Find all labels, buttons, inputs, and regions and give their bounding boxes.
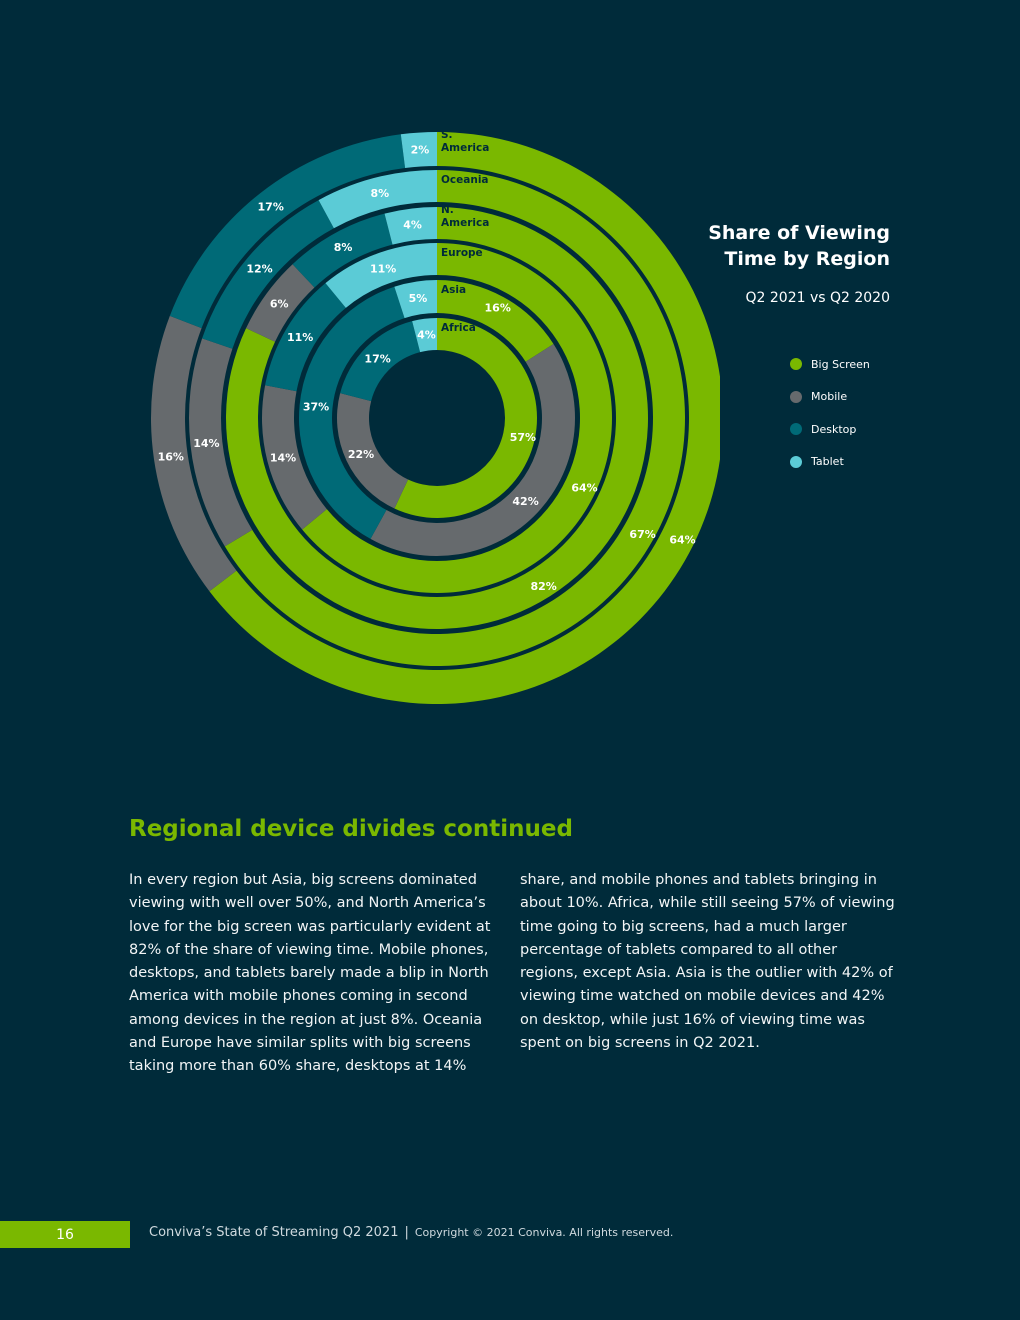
ring-oceania-big-screen-label: 67% [629,527,656,541]
legend-label: Mobile [811,390,848,403]
ring-asia-big-screen-label: 16% [484,301,511,315]
ring-africa-big-screen-label: 57% [509,431,537,445]
ring-s-america-mobile-label: 16% [157,450,184,464]
ring-s-america-desktop-label: 17% [257,200,284,214]
donut-chart [0,0,720,760]
legend-swatch-tablet [790,456,802,468]
ring-n-america-big-screen-label: 82% [530,580,557,594]
ring-region-label-europe: Europe [441,247,483,259]
section-heading: Regional device divides continued [129,816,573,842]
legend-swatch-big-screen [790,358,802,370]
ring-n-america-desktop-label: 8% [333,241,353,255]
ring-europe-tablet-label: 11% [369,262,397,276]
ring-region-label-oceania: Oceania [441,174,489,186]
ring-n-america-tablet-label: 4% [403,218,422,232]
chart-subtitle: Q2 2021 vs Q2 2020 [745,290,890,306]
legend-item-tablet [790,454,870,470]
footer-copyright: Copyright © 2021 Conviva. All rights reserved. [414,1226,674,1239]
body-text-left: In every region but Asia, big screens dominated viewing with well over 50%, and North America’s love for the big screen was particularly evident at 82% of the share of viewing time. Mobile phones, desktops, and tablets barely made a blip in North America with mobile phones coming in second among devices in the region at just 8%. Oceania and Europe have similar splits with big screens taking more than 60% share, desktops at 14% [129,872,491,1075]
chart-legend [790,356,870,486]
ring-africa-tablet-label: 4% [417,328,436,342]
legend-label: Tablet [811,455,844,468]
ring-africa-mobile-label: 22% [347,447,375,461]
body-text-right: share, and mobile phones and tablets bringing in about 10%. Africa, while still seeing 57% of viewing time going to big screens, had a much larger percentage of tablets compared to all other regions, except Asia. Asia is the outlier with 42% of viewing time watched on mobile devices and 42% on desktop, while just 16% of viewing time was spent on big screens in Q2 2021. [520,872,895,1052]
ring-oceania-tablet-label: 8% [370,187,390,201]
ring-region-label-africa: Africa [441,322,476,334]
legend-label: Big Screen [811,357,870,371]
ring-region-label-n-america: N. America [441,204,490,229]
ring-asia-mobile-label: 42% [512,495,539,509]
ring-region-label-s-america: S. America [441,129,490,154]
ring-oceania-desktop-label: 12% [246,262,273,276]
legend-swatch-mobile [790,391,802,403]
ring-s-america-big-screen-label: 64% [669,533,696,547]
ring-europe-big-screen-label: 64% [571,481,598,495]
ring-europe-desktop-label: 11% [286,331,314,345]
ring-s-america-tablet-label: 2% [410,143,430,157]
page-number: 16 [0,1221,130,1248]
ring-africa-desktop-label: 17% [364,352,391,366]
footer [149,1225,673,1240]
ring-n-america-mobile-label: 6% [269,297,289,311]
legend-item-mobile [790,389,870,405]
legend-item-desktop [790,421,870,437]
ring-europe-mobile-label: 14% [269,451,297,465]
legend-swatch-desktop [790,423,802,435]
ring-oceania-mobile-label: 14% [193,437,220,451]
legend-item-big-screen [790,356,870,372]
legend-label: Desktop [811,422,857,436]
ring-region-label-asia: Asia [441,284,467,296]
chart-title: Share of Viewing Time by Region [708,222,890,270]
ring-asia-tablet-label: 5% [408,291,428,305]
ring-asia-desktop-label: 37% [302,400,330,414]
footer-separator: | [404,1225,409,1240]
footer-publication: Conviva’s State of Streaming Q2 2021 [149,1225,399,1240]
